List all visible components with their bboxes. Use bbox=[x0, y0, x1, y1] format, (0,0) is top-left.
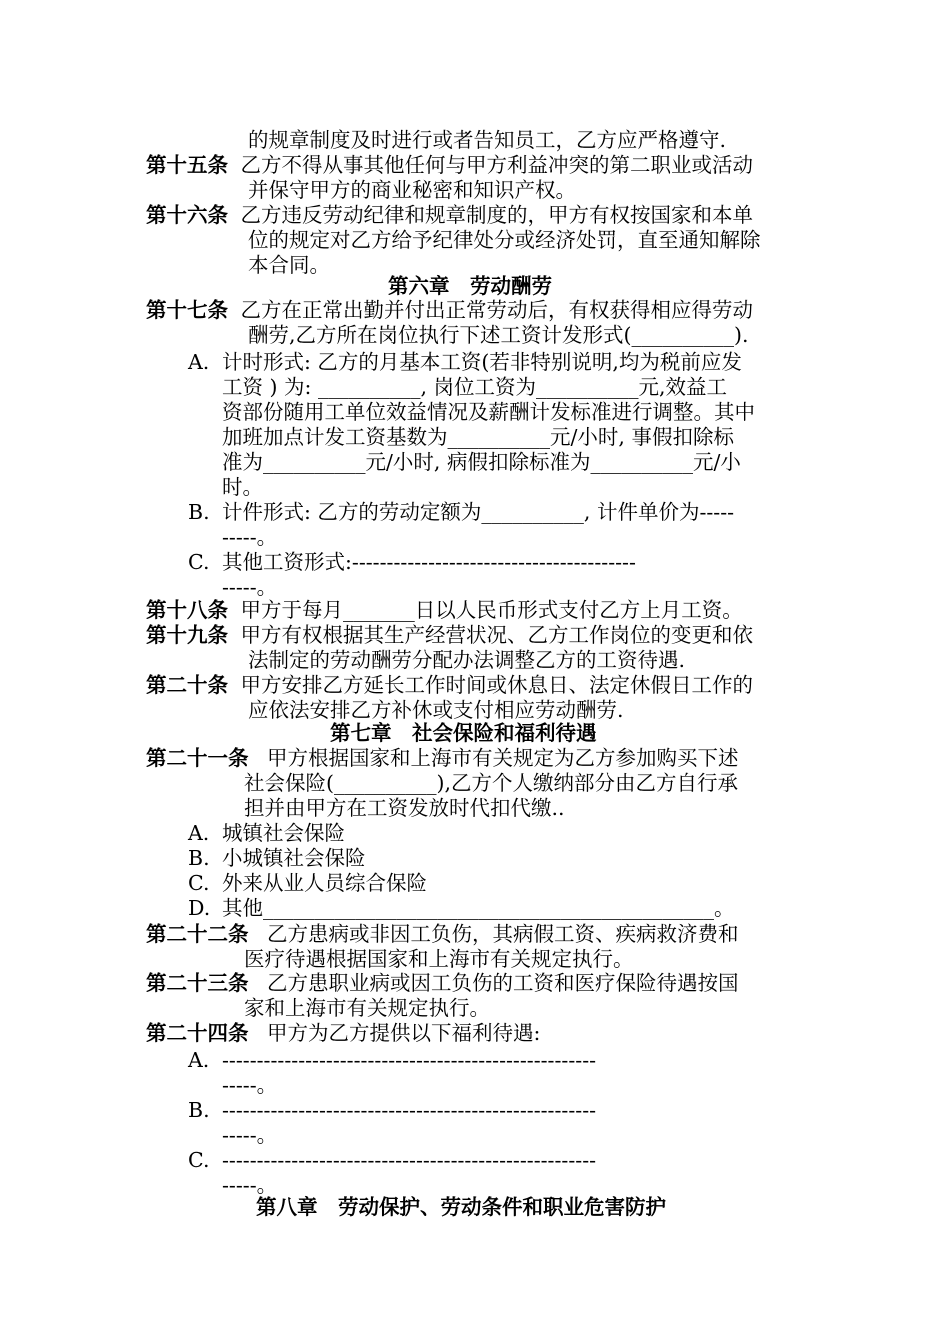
clause-line: 的规章制度及时进行或者告知员工，乙方应严格遵守. bbox=[248, 128, 727, 152]
blank-line: -----。 bbox=[222, 1173, 278, 1197]
article-label: 第二十条 bbox=[146, 673, 228, 697]
item-marker: A. bbox=[188, 821, 210, 845]
clause-line: 甲方根据国家和上海市有关规定为乙方参加购买下述 bbox=[254, 746, 739, 770]
clause-line: 时。 bbox=[222, 475, 263, 499]
blank-line: ------------------------------------------------------ bbox=[222, 1098, 597, 1122]
clause-line: 计时形式: 乙方的月基本工资(若非特别说明,均为税前应发 bbox=[222, 350, 742, 374]
chapter-heading: 第七章 社会保险和福利待遇 bbox=[330, 721, 597, 745]
article-label: 第二十三条 bbox=[146, 971, 249, 995]
clause-line: 乙方违反劳动纪律和规章制度的，甲方有权按国家和本单 bbox=[234, 203, 754, 227]
item-marker: D. bbox=[188, 896, 211, 920]
clause-line: 乙方患职业病或因工负伤的工资和医疗保险待遇按国 bbox=[254, 971, 739, 995]
clause-line: 其他____________________________________________。 bbox=[222, 896, 735, 920]
clause-line: 乙方不得从事其他任何与甲方利益冲突的第二职业或活动 bbox=[234, 153, 754, 177]
clause-line: 资部份随用工单位效益情况及薪酬计发标准进行调整。其中 bbox=[222, 400, 755, 424]
clause-line: 乙方在正常出勤并付出正常劳动后，有权获得相应得劳动 bbox=[234, 298, 754, 322]
clause-line: -----。 bbox=[222, 575, 278, 599]
blank-line: ------------------------------------------------------ bbox=[222, 1048, 597, 1072]
clause-line: 其他工资形式:----------------------------------------- bbox=[222, 550, 636, 574]
item-marker: C. bbox=[188, 550, 210, 574]
clause-line: 准为__________元/小时, 病假扣除标准为__________元/小 bbox=[222, 450, 741, 474]
clause-line: 位的规定对乙方给予纪律处分或经济处罚，直至通知解除 bbox=[248, 228, 761, 252]
clause-line: 应依法安排乙方补休或支付相应劳动酬劳. bbox=[248, 698, 624, 722]
clause-line: 小城镇社会保险 bbox=[222, 846, 366, 870]
article-label: 第十八条 bbox=[146, 598, 228, 622]
clause-line: 加班加点计发工资基数为__________元/小时, 事假扣除标 bbox=[222, 425, 734, 449]
blank-line: -----。 bbox=[222, 1123, 278, 1147]
chapter-heading: 第六章 劳动酬劳 bbox=[388, 274, 552, 298]
article-label: 第二十二条 bbox=[146, 922, 249, 946]
item-marker: B. bbox=[188, 846, 210, 870]
article-label: 第十七条 bbox=[146, 298, 228, 322]
article-label: 第二十四条 bbox=[146, 1021, 249, 1045]
item-marker: C. bbox=[188, 871, 210, 895]
clause-line: 本合同。 bbox=[248, 253, 330, 277]
clause-line: 担并由甲方在工资发放时代扣代缴.. bbox=[244, 796, 565, 820]
clause-line: 乙方患病或非因工负伤，其病假工资、疾病救济费和 bbox=[254, 922, 739, 946]
item-marker: C. bbox=[188, 1148, 210, 1172]
clause-line: 酬劳,乙方所在岗位执行下述工资计发形式(__________). bbox=[248, 323, 749, 347]
item-marker: B. bbox=[188, 1098, 210, 1122]
clause-line: 法制定的劳动酬劳分配办法调整乙方的工资待遇. bbox=[248, 648, 686, 672]
clause-line: 甲方于每月_______日以人民币形式支付乙方上月工资。 bbox=[234, 598, 743, 622]
clause-line: 甲方有权根据其生产经营状况、乙方工作岗位的变更和依 bbox=[234, 623, 754, 647]
article-label: 第十九条 bbox=[146, 623, 228, 647]
blank-line: ------------------------------------------------------ bbox=[222, 1148, 597, 1172]
clause-line: -----。 bbox=[222, 525, 278, 549]
clause-line: 并保守甲方的商业秘密和知识产权。 bbox=[248, 178, 576, 202]
clause-line: 医疗待遇根据国家和上海市有关规定执行。 bbox=[244, 947, 634, 971]
article-label: 第十五条 bbox=[146, 153, 228, 177]
clause-line: 甲方安排乙方延长工作时间或休息日、法定休假日工作的 bbox=[234, 673, 754, 697]
clause-line: 工资 ) 为: __________, 岗位工资为__________元,效益工 bbox=[222, 375, 728, 399]
clause-line: 社会保险(__________),乙方个人缴纳部分由乙方自行承 bbox=[244, 771, 739, 795]
article-label: 第二十一条 bbox=[146, 746, 249, 770]
clause-line: 城镇社会保险 bbox=[222, 821, 345, 845]
clause-line: 计件形式: 乙方的劳动定额为__________, 计件单价为----- bbox=[222, 500, 735, 524]
article-label: 第十六条 bbox=[146, 203, 228, 227]
chapter-heading: 第八章 劳动保护、劳动条件和职业危害防护 bbox=[256, 1195, 666, 1219]
clause-line: 甲方为乙方提供以下福利待遇: bbox=[254, 1021, 541, 1045]
clause-line: 外来从业人员综合保险 bbox=[222, 871, 427, 895]
item-marker: A. bbox=[188, 1048, 210, 1072]
clause-line: 家和上海市有关规定执行。 bbox=[244, 996, 490, 1020]
item-marker: A. bbox=[188, 350, 210, 374]
item-marker: B. bbox=[188, 500, 210, 524]
blank-line: -----。 bbox=[222, 1073, 278, 1097]
